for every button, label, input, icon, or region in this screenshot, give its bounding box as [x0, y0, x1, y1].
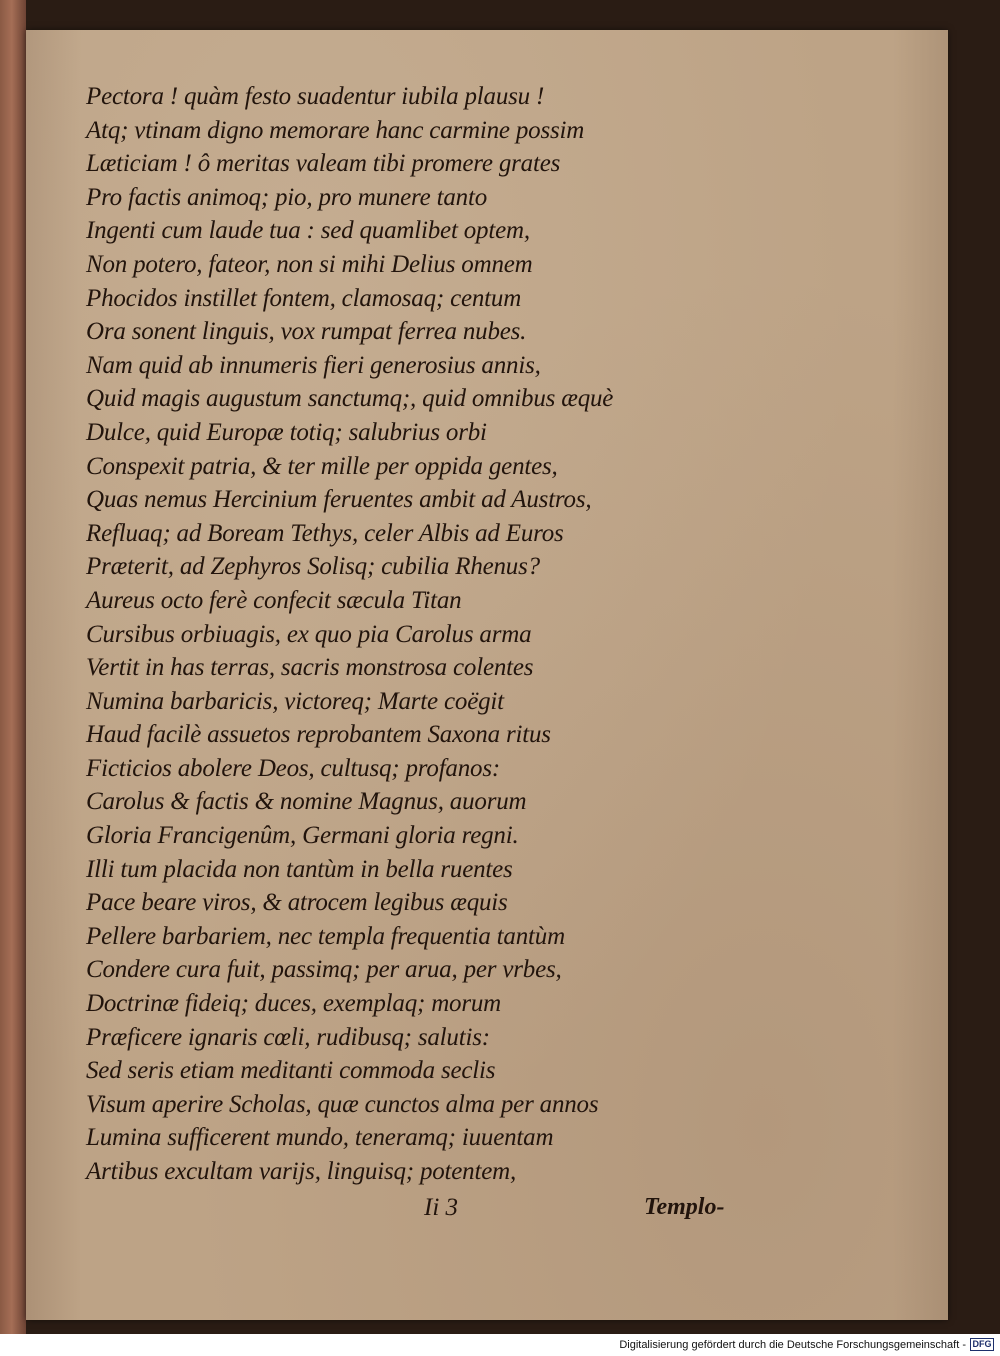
verse-line: Visum aperire Scholas, quæ cunctos alma per annos — [86, 1090, 599, 1118]
funding-credit: Digitalisierung gefördert durch die Deutsche Forschungsgemeinschaft - — [619, 1339, 966, 1351]
verse-line: Numina barbaricis, victoreq; Marte coëgit — [86, 687, 504, 715]
verse-line: Læticiam ! ô meritas valeam tibi promere grates — [86, 150, 561, 178]
verse-line: Nam quid ab innumeris fieri generosius annis, — [86, 351, 541, 379]
verse-line: Carolus & factis & nomine Magnus, auorum — [86, 788, 527, 816]
verse-line: Quid magis augustum sanctumq;, quid omnibus æquè — [86, 385, 614, 413]
verse-line: Sed seris etiam meditanti commoda seclis — [86, 1057, 496, 1085]
verse-line: Ora sonent linguis, vox rumpat ferrea nubes. — [86, 318, 527, 346]
verse-line: Refluaq; ad Boream Tethys, celer Albis ad Euros — [86, 519, 564, 547]
verse-line: Aureus octo ferè confecit sæcula Titan — [86, 586, 462, 614]
verse-line: Pace beare viros, & atrocem legibus æquis — [86, 889, 508, 917]
verse-line: Haud facilè assuetos reprobantem Saxona ritus — [86, 721, 551, 749]
verse-line: Præterit, ad Zephyros Solisq; cubilia Rhenus? — [86, 553, 540, 581]
catchword: Templo- — [644, 1194, 725, 1220]
verse-line: Gloria Francigenûm, Germani gloria regni. — [86, 822, 519, 850]
verse-line: Cursibus orbiuagis, ex quo pia Carolus arma — [86, 620, 532, 648]
verse-line: Ingenti cum laude tua : sed quamlibet optem, — [86, 217, 530, 245]
verse-line: Artibus excultam varijs, linguisq; potentem, — [86, 1158, 517, 1185]
verse-line: Præficere ignaris cœli, rudibusq; salutis: — [86, 1023, 490, 1051]
verse-line: Phocidos instillet fontem, clamosaq; centum — [86, 284, 522, 312]
verse-line: Illi tum placida non tantùm in bella ruentes — [86, 855, 513, 883]
verse-line: Non potero, fateor, non si mihi Delius omnem — [86, 250, 533, 278]
signature-mark: Ii 3 — [424, 1194, 459, 1221]
verse-line: Pellere barbariem, nec templa frequentia tantùm — [86, 922, 565, 950]
poem-text — [86, 80, 946, 1189]
verse-line: Pectora ! quàm festo suadentur iubila plausu ! — [86, 83, 545, 110]
verse-line: Atq; vtinam digno memorare hanc carmine possim — [86, 116, 585, 144]
dfg-logo: DFG — [970, 1338, 994, 1351]
verse-line: Doctrinæ fideiq; duces, exemplaq; morum — [86, 990, 502, 1018]
verse-line: Conspexit patria, & ter mille per oppida gentes, — [86, 452, 558, 480]
verse-line: Condere cura fuit, passimq; per arua, per vrbes, — [86, 956, 562, 984]
verse-line: Dulce, quid Europæ totiq; salubrius orbi — [86, 418, 487, 446]
verse-line: Lumina sufficerent mundo, teneramq; iuuentam — [86, 1124, 554, 1152]
verse-line: Quas nemus Hercinium feruentes ambit ad Austros, — [86, 486, 592, 514]
verse-line: Ficticios abolere Deos, cultusq; profanos: — [86, 754, 500, 782]
book-binding-edge — [0, 0, 26, 1334]
book-page — [26, 30, 948, 1320]
verse-line: Pro factis animoq; pio, pro munere tanto — [86, 183, 487, 211]
verse-line: Vertit in has terras, sacris monstrosa colentes — [86, 654, 534, 682]
